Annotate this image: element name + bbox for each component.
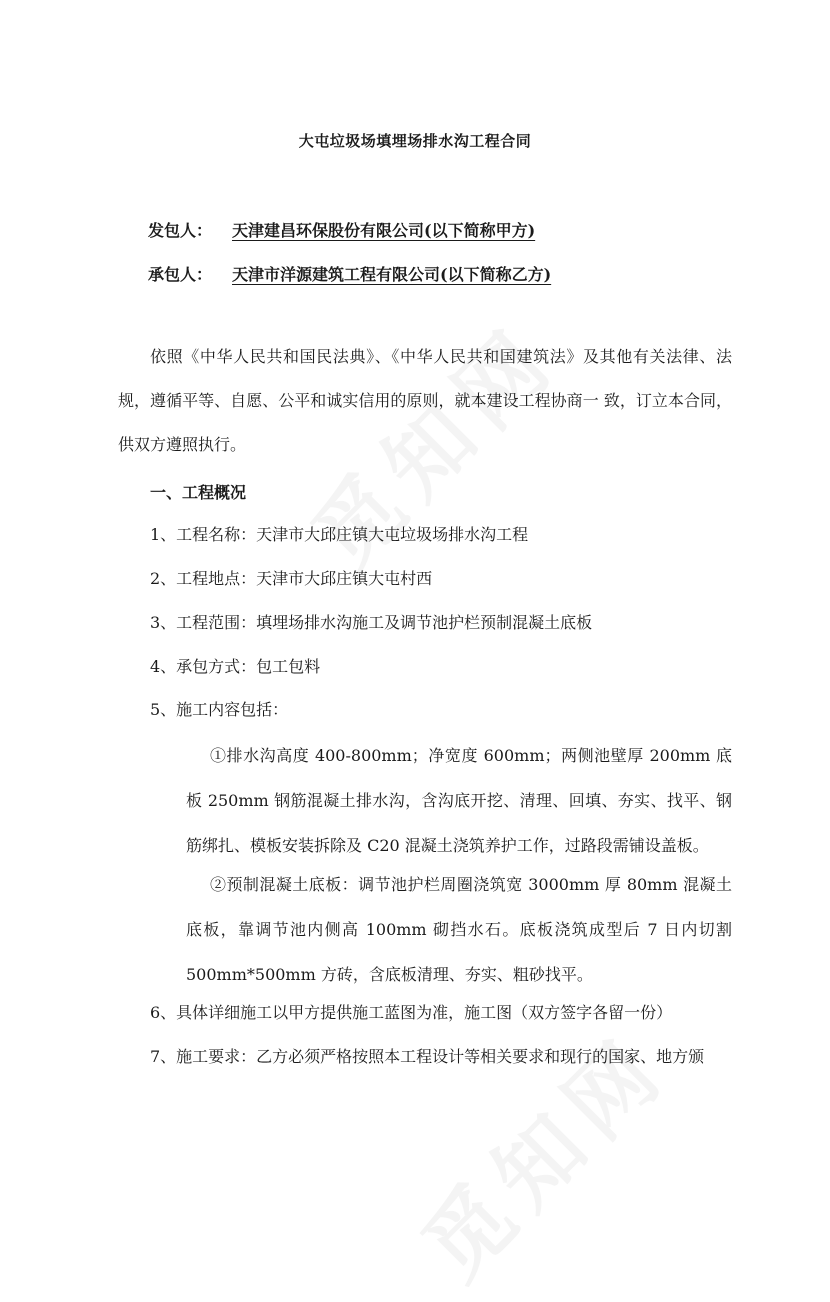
list-item: 1、工程名称：天津市大邱庄镇大屯垃圾场排水沟工程: [150, 525, 529, 544]
list-item: 3、工程范围：填埋场排水沟施工及调节池护栏预制混凝土底板: [150, 613, 593, 632]
section-heading: 一、工程概况: [150, 483, 247, 502]
party-a-label: 发包人：: [148, 221, 213, 240]
party-a-line: [148, 218, 537, 241]
party-b-label: 承包人：: [148, 265, 213, 284]
list-item: 7、施工要求：乙方必须严格按照本工程设计等相关要求和现行的国家、地方颁: [150, 1047, 705, 1066]
work-content-sub2: ②预制混凝土底板：调节池护栏周圈浇筑宽 3000mm 厚 80mm 混凝土底板，靠调节池内侧高 100mm 砌挡水石。底板浇筑成型后 7 日内切割 500mm*500mm 方砖，含底板清理、夯实、粗砂找平。: [186, 875, 732, 984]
list-item: 4、承包方式：包工包料: [150, 657, 321, 676]
intro-paragraph: 依照《中华人民共和国民法典》、《中华人民共和国建筑法》及其他有关法律、法规，遵循平等、自愿、公平和诚实信用的原则，就本建设工程协商一 致，订立本合同，供双方遵照执行。: [118, 347, 732, 454]
work-content-sub1: ①排水沟高度 400-800mm；净宽度 600mm；两侧池壁厚 200mm 底板 250mm 钢筋混凝土排水沟，含沟底开挖、清理、回填、夯实、找平、钢筋绑扎、模板安装拆除及 C20 混凝土浇筑养护工作，过路段需铺设盖板。: [186, 746, 732, 855]
party-a-name: 天津建昌环保股份有限公司(以下简称甲方): [232, 221, 536, 240]
party-b-name: 天津市洋源建筑工程有限公司(以下简称乙方): [232, 265, 552, 284]
list-item: 2、工程地点：天津市大邱庄镇大屯村西: [150, 569, 433, 588]
party-b-line: [148, 262, 553, 285]
contract-title: 大屯垃圾场填埋场排水沟工程合同: [298, 132, 532, 150]
list-item: 5、施工内容包括：: [150, 700, 289, 719]
list-item: 6、具体详细施工以甲方提供施工蓝图为准，施工图（双方签字各留一份）: [150, 1003, 673, 1022]
